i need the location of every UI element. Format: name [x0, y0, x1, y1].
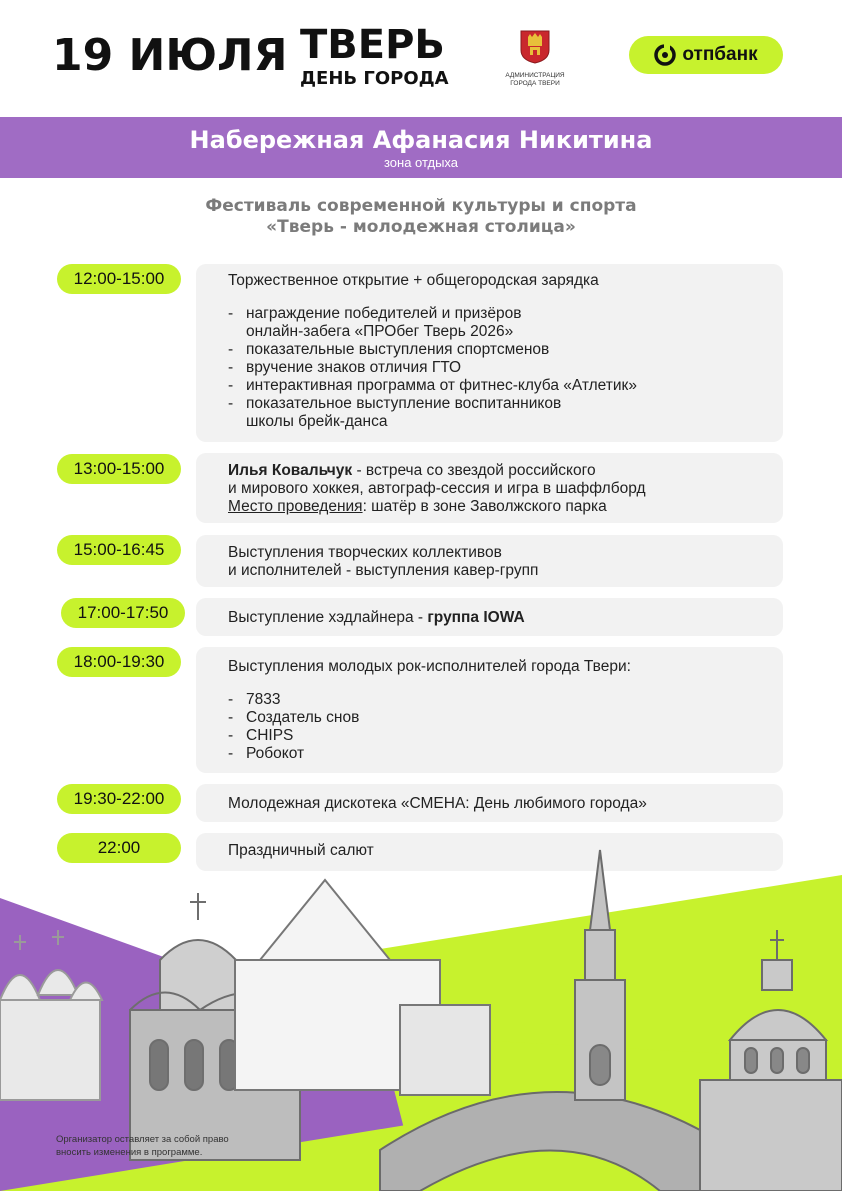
- guest-name: Илья Ковальчук: [228, 462, 353, 479]
- schedule-card: [196, 264, 783, 442]
- list-item: - Робокот: [228, 745, 783, 763]
- schedule-card: Выступление хэдлайнера - группа IOWA: [196, 598, 783, 636]
- disclaimer: Организатор оставляет за собой право вносить изменения в программе.: [56, 1134, 229, 1158]
- schedule-card: Праздничный салют: [196, 833, 783, 871]
- list-item: - интерактивная программа от фитнес-клуба «Атлетик»: [228, 377, 783, 395]
- list-item: - награждение победителей и призёров онлайн-забега «ПРОбег Тверь 2026»: [228, 305, 783, 341]
- schedule-card: Илья Ковальчук - встреча со звездой российского и мирового хоккея, автограф-сессия и игра в шаффлборд Место проведения: шатёр в зоне Заволжского парка: [196, 453, 783, 523]
- location-subtitle: зона отдыха: [383, 155, 459, 170]
- otp-logo-icon: [654, 44, 676, 66]
- list-item: - CHIPS: [228, 727, 783, 745]
- time-pill: 15:00-16:45: [57, 535, 181, 565]
- schedule-card: Молодежная дискотека «СМЕНА: День любимого города»: [196, 784, 783, 822]
- admin-label-line2: ГОРОДА ТВЕРИ: [510, 80, 560, 87]
- coat-of-arms-icon: [520, 30, 550, 64]
- festival-line2: «Тверь - молодежная столица»: [266, 217, 576, 237]
- place-label: Место проведения: [228, 498, 363, 515]
- event-list: [228, 305, 783, 431]
- event-title: Торжественное открытие + общегородская зарядка: [228, 272, 599, 289]
- festival-line1: Фестиваль современной культуры и спорта: [205, 196, 637, 216]
- time-pill: 19:30-22:00: [57, 784, 181, 814]
- time-pill: 12:00-15:00: [57, 264, 181, 294]
- city-subtitle: ДЕНЬ ГОРОДА: [300, 68, 449, 89]
- list-item: - показательное выступление воспитанников школы брейк-данса: [228, 395, 783, 431]
- time-pill: 18:00-19:30: [57, 647, 181, 677]
- list-item: - Создатель снов: [228, 709, 783, 727]
- headliner: группа IOWA: [427, 609, 525, 626]
- location-banner: [0, 117, 842, 178]
- band-list: [228, 691, 783, 763]
- time-pill: 13:00-15:00: [57, 454, 181, 484]
- event-date: 19 ИЮЛЯ: [52, 30, 288, 81]
- location-title: Набережная Афанасия Никитина: [189, 126, 653, 154]
- bank-name: отпбанк: [682, 44, 758, 65]
- city-title: ТВЕРЬ: [300, 22, 445, 68]
- list-item: - показательные выступления спортсменов: [228, 341, 783, 359]
- festival-heading: [0, 196, 842, 238]
- city-title-block: [300, 24, 449, 89]
- otp-bank-logo: [629, 36, 783, 74]
- list-item: - 7833: [228, 691, 783, 709]
- time-pill: 22:00: [57, 833, 181, 863]
- schedule-card: [196, 647, 783, 773]
- admin-label-line1: АДМИНИСТРАЦИЯ: [505, 72, 565, 79]
- event-title: Выступления молодых рок-исполнителей города Твери:: [228, 658, 631, 675]
- list-item: - вручение знаков отличия ГТО: [228, 359, 783, 377]
- schedule-card: Выступления творческих коллективов и исполнителей - выступления кавер-групп: [196, 535, 783, 587]
- time-pill: 17:00-17:50: [61, 598, 185, 628]
- administration-logo: [498, 30, 572, 88]
